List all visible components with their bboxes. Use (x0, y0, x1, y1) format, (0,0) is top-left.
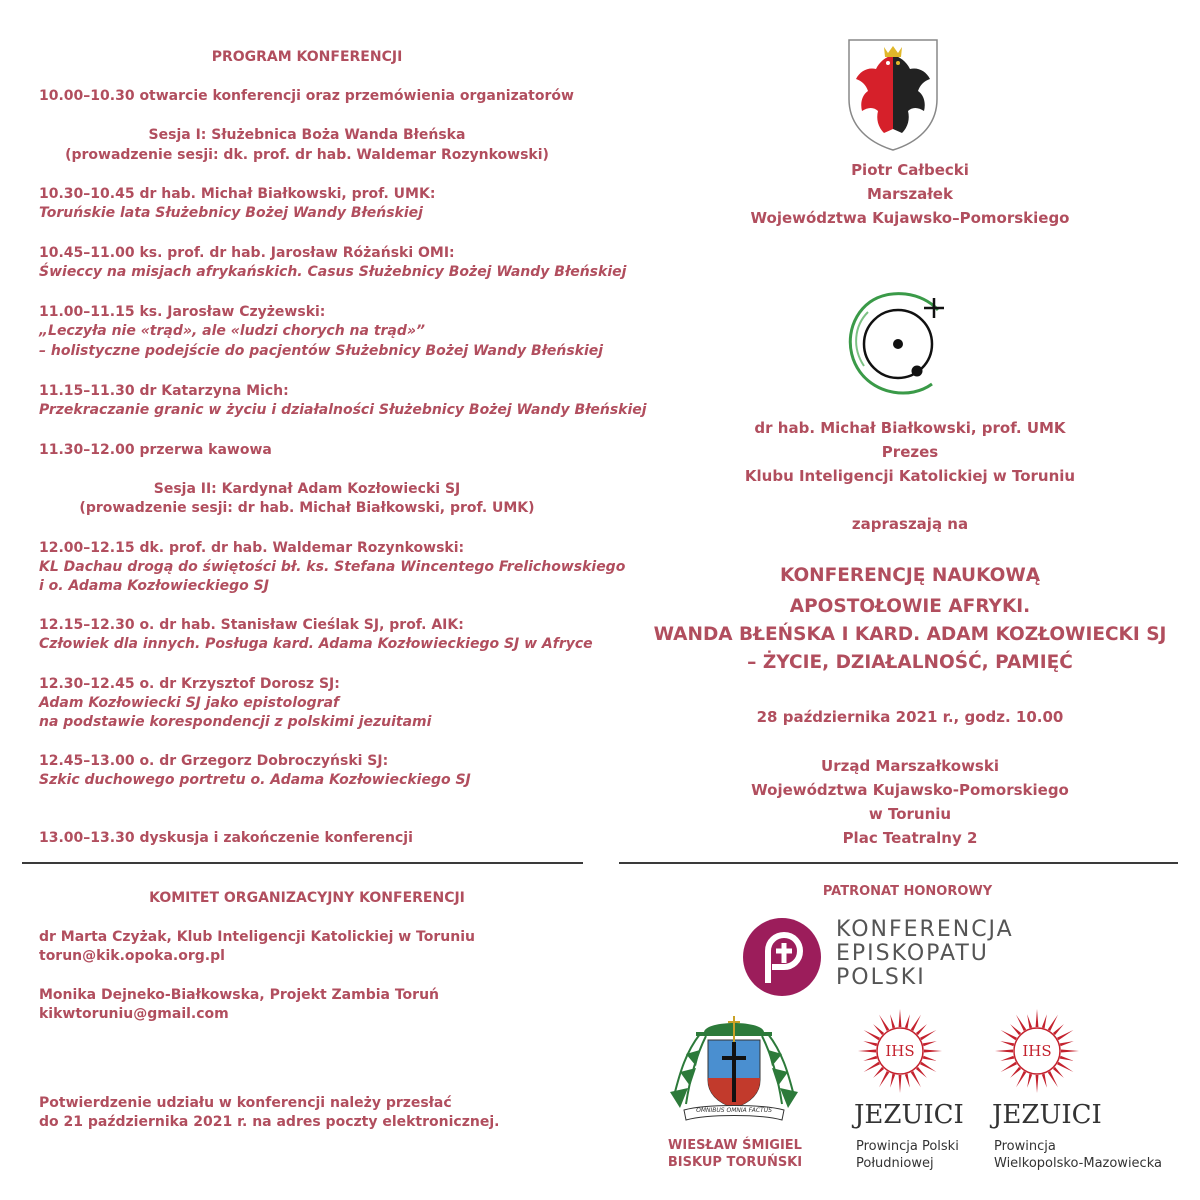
right-divider (619, 862, 1178, 864)
talk-speaker: 12.30–12.45 o. dr Krzysztof Dorosz SJ: (39, 676, 340, 692)
coat-of-arms-icon (846, 37, 940, 153)
talk-speaker: 10.45–11.00 ks. prof. dr hab. Jarosław Różański OMI: (39, 245, 455, 261)
ihs-monogram: IHS (1022, 1042, 1052, 1060)
jezuici-province: Prowincja Polski (856, 1139, 959, 1154)
session1-chair: (prowadzenie sesji: dk. prof. dr hab. Waldemar Rozynkowski) (65, 147, 549, 163)
coffee-break: 11.30–12.00 przerwa kawowa (39, 442, 272, 458)
committee-title: KOMITET ORGANIZACYJNY KONFERENCJI (149, 890, 465, 906)
conference-title: KONFERENCJĘ NAUKOWĄ (779, 565, 1041, 586)
host1-name: Piotr Całbecki (851, 161, 969, 179)
patronage-title: PATRONAT HONOROWY (822, 884, 993, 899)
committee-email[interactable]: kikwtoruniu@gmail.com (39, 1006, 229, 1022)
kep-text: EPISKOPATU (836, 941, 989, 966)
talk-speaker: 12.45–13.00 o. dr Grzegorz Dobroczyński SJ: (39, 753, 389, 769)
conference-title: – ŻYCIE, DZIAŁALNOŚĆ, PAMIĘĆ (747, 652, 1073, 673)
talk-title: i o. Adama Kozłowieckiego SJ (39, 578, 269, 594)
program-closing: 13.00–13.30 dyskusja i zakończenie konferencji (39, 830, 413, 846)
host2-role: Prezes (881, 443, 939, 461)
talk-title: na podstawie korespondencji z polskimi jezuitami (39, 714, 432, 730)
session1-title: Sesja I: Służebnica Boża Wanda Błeńska (148, 127, 466, 143)
talk-title: Toruńskie lata Służebnicy Bożej Wandy Błeńskiej (39, 205, 423, 221)
venue-line: w Toruniu (868, 805, 952, 823)
talk-speaker: 12.15–12.30 o. dr hab. Stanisław Cieślak SJ, prof. AIK: (39, 617, 464, 633)
conference-title: APOSTOŁOWIE AFRYKI. (789, 596, 1031, 617)
talk-speaker: 12.00–12.15 dk. prof. dr hab. Waldemar Rozynkowski: (39, 540, 465, 556)
jezuici-sun-icon (857, 1008, 943, 1094)
kep-text: POLSKI (836, 965, 926, 990)
talk-title: Szkic duchowego portretu o. Adama Kozłowieckiego SJ (39, 772, 471, 788)
session2-chair: (prowadzenie sesji: dr hab. Michał Białkowski, prof. UMK) (79, 500, 535, 516)
ihs-monogram: IHS (885, 1042, 915, 1060)
bishop-name: WIESŁAW ŚMIGIEL (668, 1138, 802, 1153)
committee-email[interactable]: torun@kik.opoka.org.pl (39, 948, 225, 964)
jezuici-province: Prowincja (994, 1139, 1056, 1154)
talk-title: Adam Kozłowiecki SJ jako epistolograf (39, 695, 340, 711)
talk-title: Przekraczanie granic w życiu i działalności Służebnicy Bożej Wandy Błeńskiej (39, 402, 647, 418)
conference-date: 28 października 2021 r., godz. 10.00 (756, 708, 1064, 726)
left-divider (22, 862, 583, 864)
jezuici-province: Południowej (856, 1156, 934, 1171)
jezuici-name: JEZUICI (854, 1100, 964, 1130)
talk-speaker: 11.00–11.15 ks. Jarosław Czyżewski: (39, 304, 326, 320)
talk-title: KL Dachau drogą do świętości bł. ks. Stefana Wincentego Frelichowskiego (39, 559, 626, 575)
committee-person: dr Marta Czyżak, Klub Inteligencji Katolickiej w Toruniu (39, 929, 475, 945)
jezuici-name: JEZUICI (992, 1100, 1102, 1130)
talk-title: – holistyczne podejście do pacjentów Służebnicy Bożej Wandy Błeńskiej (39, 343, 604, 359)
jezuici-province: Wielkopolsko-Mazowiecka (994, 1156, 1162, 1171)
program-opening: 10.00–10.30 otwarcie konferencji oraz przemówienia organizatorów (39, 88, 574, 104)
jezuici-sun-icon (994, 1008, 1080, 1094)
talk-speaker: 11.15–11.30 dr Katarzyna Mich: (39, 383, 289, 399)
conference-title: WANDA BŁEŃSKA I KARD. ADAM KOZŁOWIECKI SJ (653, 624, 1167, 645)
kep-logo-icon (742, 917, 822, 997)
host1-org: Województwa Kujawsko–Pomorskiego (750, 209, 1070, 227)
bishop-motto: OMNIBUS OMNIA FACTUS (696, 1107, 772, 1114)
talk-title: Człowiek dla innych. Posługa kard. Adama Kozłowieckiego SJ w Afryce (39, 636, 593, 652)
host2-org: Klubu Inteligencji Katolickiej w Toruniu (744, 467, 1076, 485)
bishop-title: BISKUP TORUŃSKI (667, 1155, 803, 1170)
host1-role: Marszałek (867, 185, 953, 203)
program-title: PROGRAM KONFERENCJI (211, 49, 403, 65)
talk-title: „Leczyła nie «trąd», ale «ludzi chorych na trąd»” (39, 323, 426, 339)
venue-line: Urząd Marszałkowski (821, 757, 999, 775)
invite-text: zapraszają na (851, 515, 969, 533)
venue-line: Województwa Kujawsko-Pomorskiego (751, 781, 1069, 799)
kep-text: KONFERENCJA (836, 917, 1014, 942)
session2-title: Sesja II: Kardynał Adam Kozłowiecki SJ (153, 481, 461, 497)
talk-title: Świeccy na misjach afrykańskich. Casus Służebnicy Bożej Wandy Błeńskiej (39, 264, 627, 280)
bishop-coat-of-arms-icon (666, 1012, 802, 1126)
talk-speaker: 10.30–10.45 dr hab. Michał Białkowski, prof. UMK: (39, 186, 436, 202)
confirmation-note: Potwierdzenie udziału w konferencji należy przesłać (39, 1095, 452, 1111)
kik-logo-icon (838, 288, 958, 400)
confirmation-note: do 21 października 2021 r. na adres poczty elektronicznej. (39, 1114, 500, 1130)
committee-person: Monika Dejneko-Białkowska, Projekt Zambia Toruń (39, 987, 439, 1003)
venue-line: Plac Teatralny 2 (842, 829, 978, 847)
host2-name: dr hab. Michał Białkowski, prof. UMK (754, 419, 1066, 437)
